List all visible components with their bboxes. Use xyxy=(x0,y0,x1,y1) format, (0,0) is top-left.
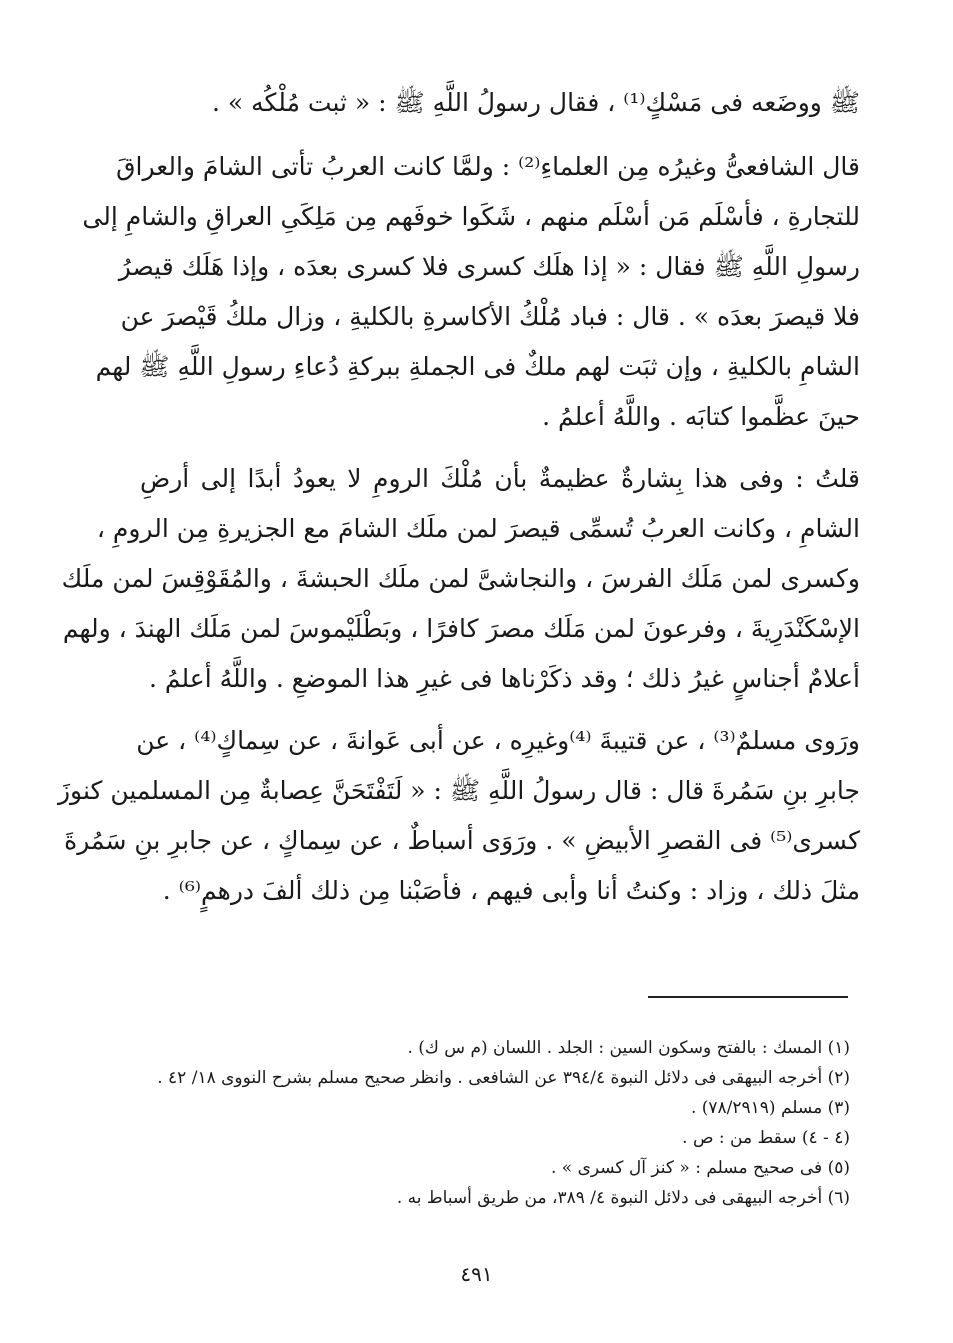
text-line: جابرِ بنِ سَمُرةَ قال : قال رسولُ اللَّهِ ﷺ : « لَتَفْتَحَنَّ عِصابةٌ مِن المسلمين كنوزَ xyxy=(57,776,860,805)
footnote: (٢) أخرجه البيهقى فى دلائل النبوة ٣٩٤/٤ عن الشافعى . وانظر صحيح مسلم بشرح النووى ١٨/ ٤٢ . xyxy=(157,1068,850,1088)
text-line: للتجارةِ ، فأسْلَم مَن أسْلَم منهم ، شَكَوا خوفَهم مِن مَلِكَىِ العراقِ والشامِ إلى xyxy=(82,202,860,231)
footnote-separator xyxy=(648,996,848,998)
paragraph xyxy=(57,716,860,916)
main-text xyxy=(57,78,860,928)
text-line: حينَ عظَّموا كتابَه . واللَّهُ أعلمُ . xyxy=(542,402,860,431)
paragraph xyxy=(82,142,860,442)
paragraph xyxy=(140,78,860,128)
text-line: قال الشافعىُّ وغيرُه مِن العلماءِ⁽²⁾ : ولمَّا كانت العربُ تأتى الشامَ والعراقَ xyxy=(116,152,860,181)
text-line: قلتُ : وفى هذا بِشارةٌ عظيمةٌ بأن مُلْكَ الرومِ لا يعودُ أبدًا إلى أرضِ xyxy=(140,464,860,493)
footnote: (١) المسك : بالفتح وسكون السين : الجلد . اللسان (م س ك) . xyxy=(407,1038,850,1058)
text-line: الشامِ ، وكانت العربُ تُسمِّى قيصرَ لمن ملَك الشامَ مع الجزيرةِ مِن الرومِ ، xyxy=(96,514,860,543)
text-line: ورَوى مسلمٌ⁽³⁾ ، عن قتيبةَ ⁽⁴⁾وغيرِه ، عن أبى عَوانةَ ، عن سِماكٍ⁽⁴⁾ ، عن xyxy=(136,726,860,755)
text-line: وكسرى لمن مَلَك الفرسَ ، والنجاشىَّ لمن ملَك الحبشةَ ، والمُقَوْقِسَ لمن ملَك xyxy=(61,564,860,593)
footnote: (٥) فى صحيح مسلم : « كنز آل كسرى » . xyxy=(550,1158,850,1178)
text-line: الشامِ بالكليةِ ، وإن ثبَت لهم ملكٌ فى الجملةِ ببركةِ دُعاءِ رسولِ اللَّهِ ﷺ لهم xyxy=(95,352,860,381)
text-line: ﷺ ووضَعه فى مَسْكٍ⁽¹⁾ ، فقال رسولُ اللَّهِ ﷺ : « ثبت مُلْكُه » . xyxy=(211,88,860,117)
paragraph xyxy=(61,454,860,704)
text-line: رسولِ اللَّهِ ﷺ فقال : « إذا هلَك كسرى فلا كسرى بعدَه ، وإذا هَلَك قيصرُ xyxy=(118,252,860,281)
footnote: (٣) مسلم (٧٨/٢٩١٩) . xyxy=(690,1098,850,1118)
text-line: الإسْكَنْدَرِيةَ ، وفرعونَ لمن مَلَك مصرَ كافرًا ، وبَطْلَيْموسَ لمن مَلَك الهندَ ، ولهم xyxy=(62,614,860,643)
text-line: كسرى⁽⁵⁾ فى القصرِ الأبيضِ » . ورَوَى أسباطٌ ، عن سِماكٍ ، عن جابرِ بنِ سَمُرةَ xyxy=(64,826,860,855)
text-line: أعلامٌ أجناسٍ غيرُ ذلك ؛ وقد ذكَرْناها فى غيرِ هذا الموضعِ . واللَّهُ أعلمُ . xyxy=(148,664,860,693)
footnotes xyxy=(110,1033,850,1213)
page-number: ٤٩١ xyxy=(460,1262,493,1286)
text-line: فلا قيصرَ بعدَه » . قال : فباد مُلْكُ الأكاسرةِ بالكليةِ ، وزال ملكُ قَيْصرَ عن xyxy=(120,302,860,331)
text-line: مثلَ ذلك ، وزاد : وكنتُ أنا وأبى فيهم ، فأصَبْنا مِن ذلك ألفَ درهمٍ⁽⁶⁾ . xyxy=(162,876,860,905)
footnote: (٦) أخرجه البيهقى فى دلائل النبوة ٤/ ٣٨٩، من طريق أسباط به . xyxy=(396,1188,850,1208)
footnote: (٤ - ٤) سقط من : ص . xyxy=(682,1128,850,1148)
